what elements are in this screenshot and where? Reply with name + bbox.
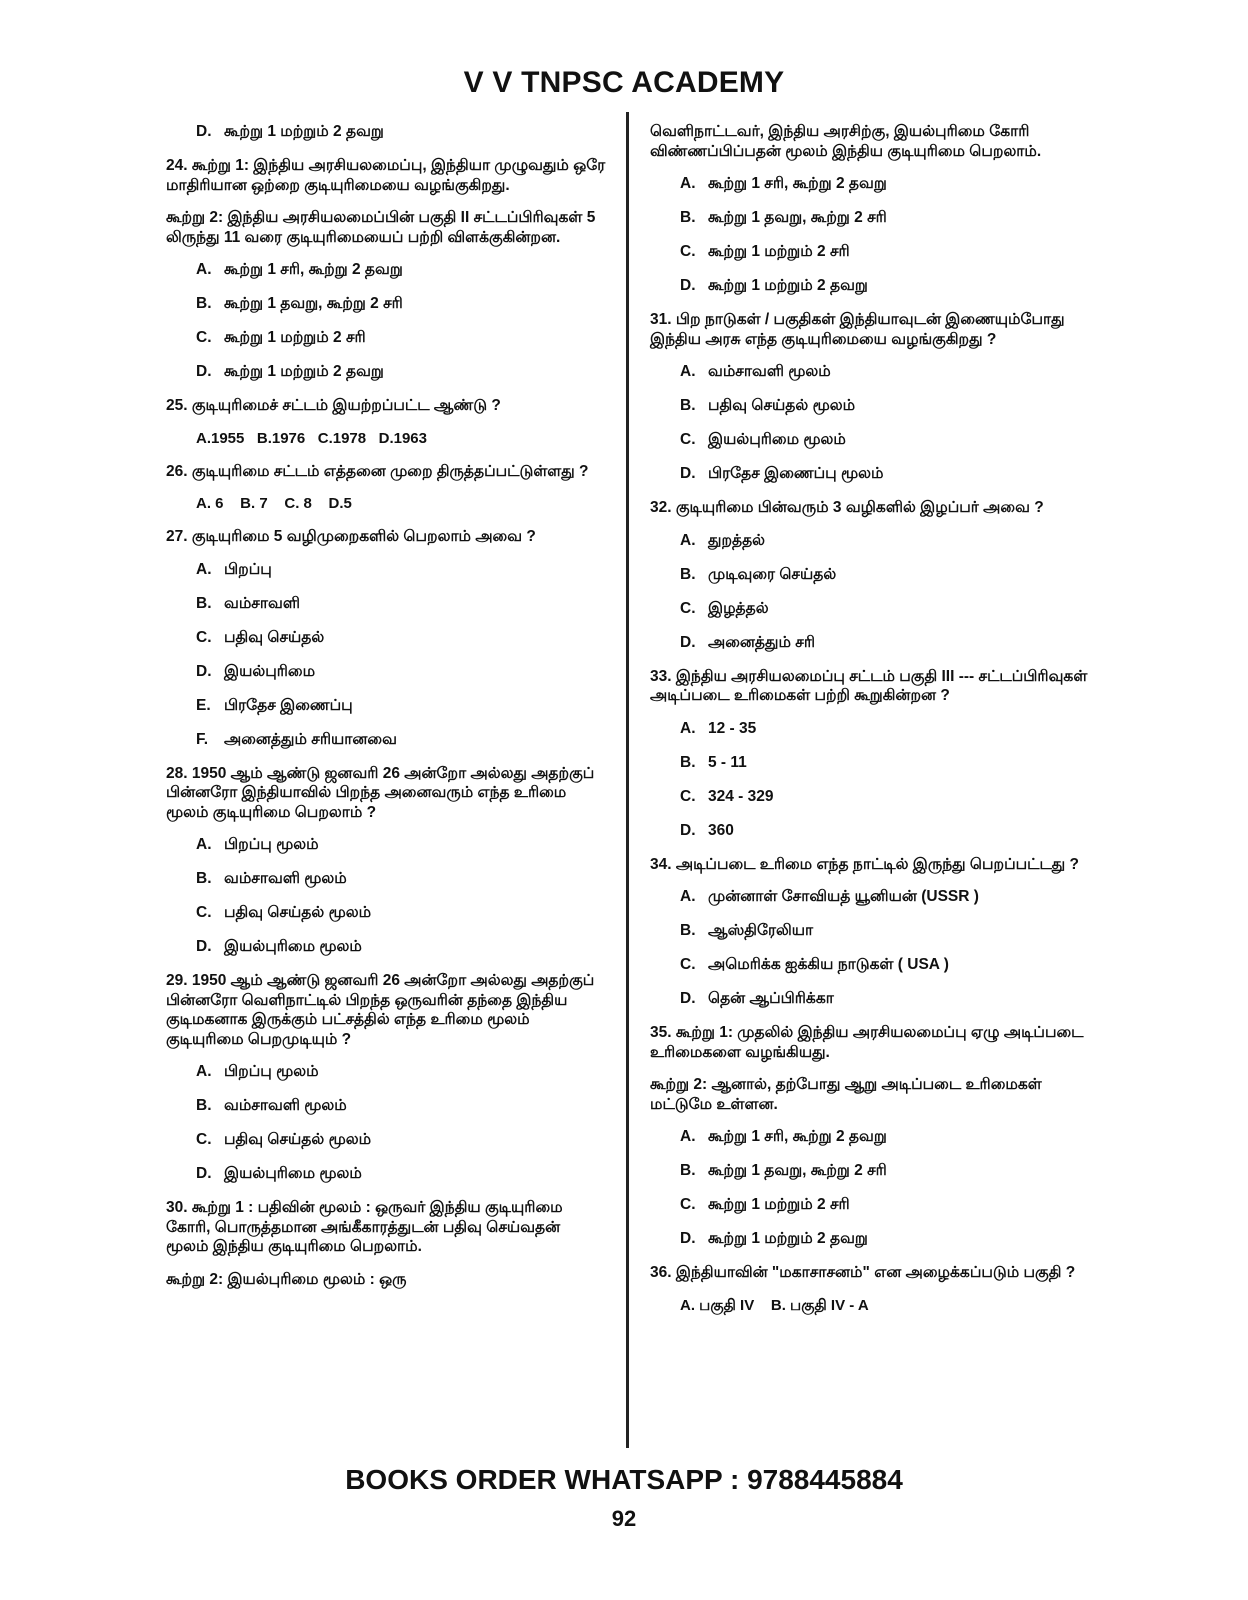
option-text: 360 xyxy=(708,821,734,839)
option-text: இயல்புரிமை மூலம் xyxy=(224,1165,362,1182)
option-text: பிறப்பு மூலம் xyxy=(224,836,319,853)
answer-option xyxy=(196,1164,606,1183)
answer-option xyxy=(680,464,1090,483)
option-text: அனைத்தும் சரியானவை xyxy=(224,730,397,748)
answer-option xyxy=(680,787,1090,806)
option-letter: B. xyxy=(196,594,212,612)
option-text: கூற்று 1 மற்றும் 2 தவறு xyxy=(224,363,384,380)
question-text: 26. குடியுரிமை சட்டம் எத்தனை முறை திருத்தப்பட்டுள்ளது ? xyxy=(166,462,589,480)
inline-options: A.1955 B.1976 C.1978 D.1963 xyxy=(196,429,427,447)
option-text: வம்சாவளி xyxy=(224,594,300,612)
option-text: இயல்புரிமை மூலம் xyxy=(224,938,362,955)
answer-option xyxy=(196,835,606,854)
question-text: 25. குடியுரிமைச் சட்டம் இயற்றப்பட்ட ஆண்டு ? xyxy=(166,397,501,414)
option-letter: B. xyxy=(680,209,696,226)
answer-option xyxy=(680,989,1090,1008)
option-letter: B. xyxy=(196,1097,212,1114)
option-text: பதிவு செய்தல் xyxy=(224,628,325,646)
answer-option xyxy=(196,260,606,279)
option-letter: A. xyxy=(680,719,696,737)
page-title: V V TNPSC ACADEMY xyxy=(463,66,785,99)
option-text: ஆஸ்திரேலியா xyxy=(708,922,814,939)
option-letter: A. xyxy=(680,888,696,905)
option-text: அனைத்தும் சரி xyxy=(708,633,815,651)
option-letter: D. xyxy=(680,633,696,651)
answer-option xyxy=(196,362,606,381)
answer-option xyxy=(680,1161,1090,1180)
option-letter: D. xyxy=(196,662,212,680)
question-text: 31. பிற நாடுகள் / பகுதிகள் இந்தியாவுடன் இணையும்போது இந்திய அரசு எந்த குடியுரிமையை வழங்குகிறது ? xyxy=(650,311,1065,348)
question-text: 33. இந்திய அரசியலமைப்பு சட்டம் பகுதி III --- சட்டப்பிரிவுகள் அடிப்படை உரிமைகள் பற்றி கூறுகின்றன ? xyxy=(650,667,1088,704)
answer-option xyxy=(680,633,1090,652)
option-letter: C. xyxy=(196,628,212,646)
answer-option xyxy=(680,208,1090,227)
option-text: கூற்று 1 தவறு, கூற்று 2 சரி xyxy=(224,295,403,312)
option-text: கூற்று 1 மற்றும் 2 சரி xyxy=(708,243,850,260)
option-text: பதிவு செய்தல் மூலம் xyxy=(224,1131,372,1148)
option-letter: B. xyxy=(680,753,696,771)
question-text: 28. 1950 ஆம் ஆண்டு ஜனவரி 26 அன்றோ அல்லது அதற்குப் பின்னரோ இந்தியாவில் பிறந்த அனைவரும் எந்த உரிமை மூலம் குடியுரிமை பெறலாம் ? xyxy=(166,764,595,821)
answer-option xyxy=(680,531,1090,550)
option-text: தென் ஆப்பிரிக்கா xyxy=(708,990,834,1007)
page-number: 92 xyxy=(611,1506,637,1531)
option-letter: F. xyxy=(196,730,209,748)
answer-option xyxy=(680,1195,1090,1214)
answer-option xyxy=(680,887,1090,906)
option-letter: A. xyxy=(196,560,212,578)
column-divider xyxy=(626,112,629,1448)
option-text: கூற்று 1 மற்றும் 2 தவறு xyxy=(708,277,868,294)
option-letter: D. xyxy=(680,277,696,294)
option-letter: B. xyxy=(680,922,696,939)
option-letter: D. xyxy=(196,363,212,380)
option-letter: D. xyxy=(680,990,696,1007)
answer-option xyxy=(680,276,1090,295)
option-text: கூற்று 1 மற்றும் 2 தவறு xyxy=(224,123,384,140)
answer-option xyxy=(680,1127,1090,1146)
question-text: கூற்று 2: இயல்புரிமை மூலம் : ஒரு xyxy=(166,1270,407,1288)
option-letter: C. xyxy=(680,599,696,617)
question-text: 34. அடிப்படை உரிமை எந்த நாட்டில் இருந்து பெறப்பட்டது ? xyxy=(650,855,1080,873)
answer-option xyxy=(196,869,606,888)
option-text: பதிவு செய்தல் மூலம் xyxy=(708,397,856,414)
option-text: இழத்தல் xyxy=(708,599,769,617)
option-letter: C. xyxy=(196,904,212,921)
answer-option xyxy=(196,594,606,613)
option-letter: A. xyxy=(196,1063,212,1080)
answer-option xyxy=(196,696,606,715)
question-text: கூற்று 2: ஆனால், தற்போது ஆறு அடிப்படை உரிமைகள் மட்டுமே உள்ளன. xyxy=(650,1076,1042,1113)
option-letter: C. xyxy=(680,243,696,260)
question-text: கூற்று 2: இந்திய அரசியலமைப்பின் பகுதி II சட்டப்பிரிவுகள் 5 லிருந்து 11 வரை குடியுரிமையைப் பற்றி விளக்குகின்றன. xyxy=(166,209,596,246)
option-text: இயல்புரிமை xyxy=(224,662,316,680)
option-text: பிரதேச இணைப்பு மூலம் xyxy=(708,465,884,482)
question-text: 24. கூற்று 1: இந்திய அரசியலமைப்பு, இந்தியா முழுவதும் ஒரே மாதிரியான ஒற்றை குடியுரிமையை வழங்குகிறது. xyxy=(166,157,606,194)
option-letter: A. xyxy=(680,363,696,380)
option-letter: A. xyxy=(680,1128,696,1145)
option-text: இயல்புரிமை மூலம் xyxy=(708,431,846,448)
option-letter: D. xyxy=(680,1230,696,1247)
answer-option xyxy=(196,1096,606,1115)
answer-option xyxy=(196,903,606,922)
left-column xyxy=(166,122,606,1302)
option-letter: C. xyxy=(680,1196,696,1213)
answer-option xyxy=(196,730,606,749)
option-text: பிரதேச இணைப்பு xyxy=(224,696,353,714)
option-text: பிறப்பு மூலம் xyxy=(224,1063,319,1080)
option-text: முடிவுரை செய்தல் xyxy=(708,565,837,583)
answer-option xyxy=(196,1062,606,1081)
inline-options: A. 6 B. 7 C. 8 D.5 xyxy=(196,495,352,512)
option-letter: A. xyxy=(680,175,696,192)
question-text: 32. குடியுரிமை பின்வரும் 3 வழிகளில் இழப்பர் அவை ? xyxy=(650,499,1044,516)
option-text: முன்னாள் சோவியத் யூனியன் (USSR ) xyxy=(708,888,979,905)
answer-option xyxy=(680,430,1090,449)
option-text: 12 - 35 xyxy=(708,719,757,737)
question-text: 36. இந்தியாவின் "மகாசாசனம்" என அழைக்கப்படும் பகுதி ? xyxy=(650,1264,1076,1281)
option-letter: B. xyxy=(196,295,212,312)
option-letter: C. xyxy=(196,1131,212,1148)
option-text: 324 - 329 xyxy=(708,787,774,805)
option-letter: C. xyxy=(196,329,212,346)
answer-option xyxy=(196,628,606,647)
option-letter: D. xyxy=(196,123,212,140)
option-text: கூற்று 1 சரி, கூற்று 2 தவறு xyxy=(224,261,403,278)
question-text: 35. கூற்று 1: முதலில் இந்திய அரசியலமைப்பு ஏழு அடிப்படை உரிமைகளை வழங்கியது. xyxy=(650,1024,1084,1061)
option-letter: B. xyxy=(680,565,696,583)
option-letter: B. xyxy=(196,870,212,887)
option-letter: A. xyxy=(196,261,212,278)
option-letter: A. xyxy=(680,531,696,549)
answer-option xyxy=(680,821,1090,840)
option-text: கூற்று 1 மற்றும் 2 சரி xyxy=(224,329,366,346)
option-text: கூற்று 1 சரி, கூற்று 2 தவறு xyxy=(708,1128,887,1145)
answer-option xyxy=(680,921,1090,940)
option-letter: C. xyxy=(680,956,696,973)
option-letter: D. xyxy=(196,938,212,955)
option-letter: B. xyxy=(680,1162,696,1179)
option-letter: D. xyxy=(196,1165,212,1182)
option-letter: B. xyxy=(680,397,696,414)
option-letter: D. xyxy=(680,465,696,482)
answer-option xyxy=(680,955,1090,974)
answer-option xyxy=(680,362,1090,381)
option-text: பதிவு செய்தல் மூலம் xyxy=(224,904,372,921)
answer-option xyxy=(196,328,606,347)
option-letter: E. xyxy=(196,696,211,714)
answer-option xyxy=(196,937,606,956)
answer-option xyxy=(680,396,1090,415)
option-text: வம்சாவளி மூலம் xyxy=(708,363,831,380)
option-text: துறத்தல் xyxy=(708,531,766,549)
answer-option xyxy=(680,174,1090,193)
answer-option xyxy=(680,1229,1090,1248)
answer-option xyxy=(196,294,606,313)
answer-option xyxy=(680,753,1090,772)
inline-options: A. பகுதி IV B. பகுதி IV - A xyxy=(680,1296,869,1314)
option-letter: A. xyxy=(196,836,212,853)
answer-option xyxy=(196,122,606,141)
option-letter: C. xyxy=(680,431,696,448)
option-text: கூற்று 1 மற்றும் 2 தவறு xyxy=(708,1230,868,1247)
option-text: கூற்று 1 சரி, கூற்று 2 தவறு xyxy=(708,175,887,192)
option-text: அமெரிக்க ஐக்கிய நாடுகள் ( USA ) xyxy=(708,956,949,973)
question-text: 29. 1950 ஆம் ஆண்டு ஜனவரி 26 அன்றோ அல்லது அதற்குப் பின்னரோ வெளிநாட்டில் பிறந்த ஒருவரின் தந்தை இந்திய குடிமகனாக இருக்கும் பட்சத்தில் எந்த உரிமை மூலம் குடியுரிமை பெறமுடியும் ? xyxy=(166,972,595,1048)
answer-option xyxy=(680,719,1090,738)
option-letter: D. xyxy=(680,821,696,839)
option-letter: C. xyxy=(680,787,696,805)
question-text: 27. குடியுரிமை 5 வழிமுறைகளில் பெறலாம் அவை ? xyxy=(166,528,536,545)
option-text: கூற்று 1 தவறு, கூற்று 2 சரி xyxy=(708,1162,887,1179)
answer-option xyxy=(680,242,1090,261)
option-text: கூற்று 1 மற்றும் 2 சரி xyxy=(708,1196,850,1213)
question-text: வெளிநாட்டவர், இந்திய அரசிற்கு, இயல்புரிமை கோரி விண்ணப்பிப்பதன் மூலம் இந்திய குடியுரிமை பெறலாம். xyxy=(650,123,1042,160)
answer-option xyxy=(680,565,1090,584)
option-text: பிறப்பு xyxy=(224,560,272,578)
option-text: வம்சாவளி மூலம் xyxy=(224,1097,347,1114)
right-column xyxy=(650,122,1090,1329)
question-text: 30. கூற்று 1 : பதிவின் மூலம் : ஒருவர் இந்திய குடியுரிமை கோரி, பொருத்தமான அங்கீகாரத்துடன் பதிவு செய்வதன் மூலம் இந்திய குடியுரிமை பெறலாம். xyxy=(166,1199,563,1255)
option-text: 5 - 11 xyxy=(708,753,747,771)
option-text: கூற்று 1 தவறு, கூற்று 2 சரி xyxy=(708,209,887,226)
option-text: வம்சாவளி மூலம் xyxy=(224,870,347,887)
footer-order-line: BOOKS ORDER WHATSAPP : 9788445884 xyxy=(345,1464,903,1495)
answer-option xyxy=(196,560,606,579)
answer-option xyxy=(196,1130,606,1149)
answer-option xyxy=(196,662,606,681)
answer-option xyxy=(680,599,1090,618)
